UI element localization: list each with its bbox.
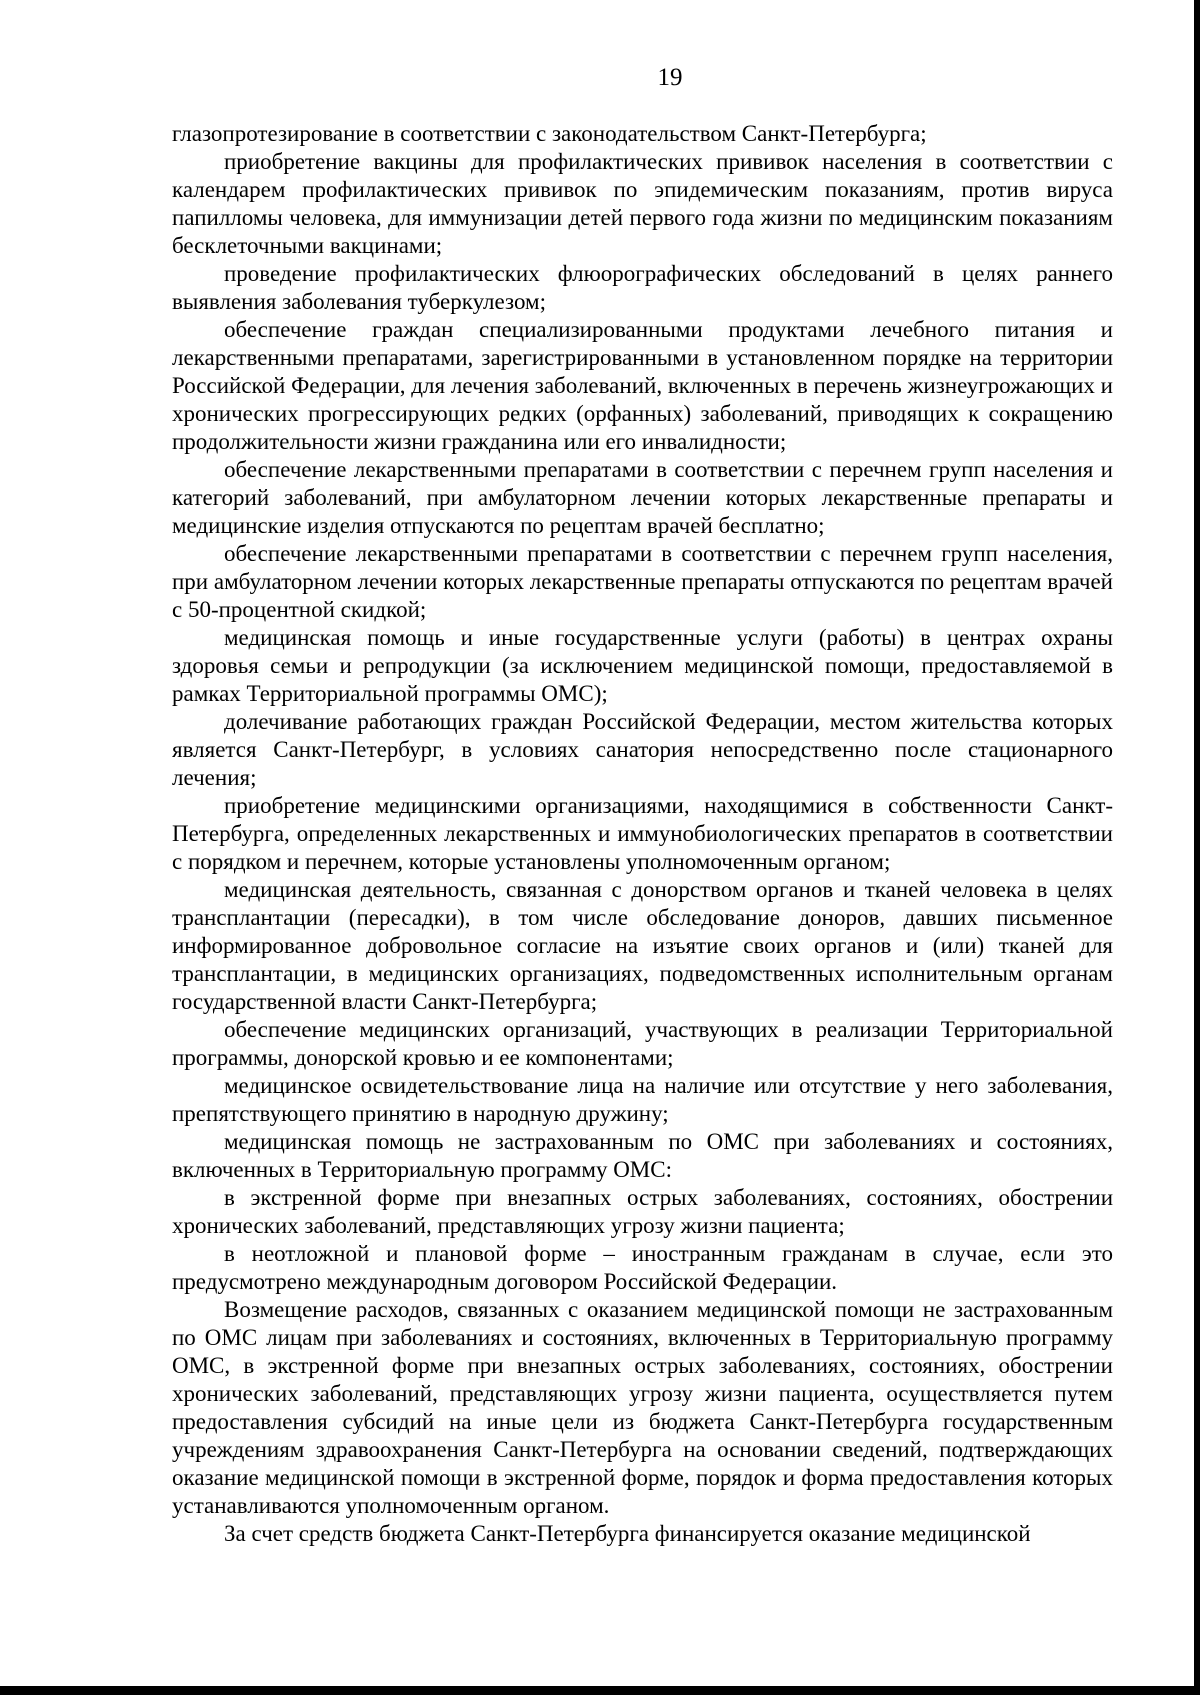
paragraph: Возмещение расходов, связанных с оказанием медицинской помощи не застрахованным по ОМС лицам при заболеваниях и состояниях, включенных в Территориальную программу ОМС, в экстренной форме при внезапных острых заболеваниях, состояниях, обострении хронических заболеваний, представляющих угрозу жизни пациента, осуществляется путем предоставления субсидий на иные цели из бюджета Санкт-Петербурга государственным учреждениям здравоохранения Санкт-Петербурга на основании сведений, подтверждающих оказание медицинской помощи в экстренной форме, порядок и форма предоставления которых устанавливаются уполномоченным органом. [172, 1297, 1113, 1518]
paragraph: проведение профилактических флюорографических обследований в целях раннего выявления заболевания туберкулезом; [172, 261, 1113, 314]
paragraph: долечивание работающих граждан Российской Федерации, местом жительства которых является Санкт-Петербург, в условиях санатория непосредственно после стационарного лечения; [172, 709, 1113, 790]
paragraph: глазопротезирование в соответствии с законодательством Санкт-Петербурга; [172, 121, 927, 146]
paragraph: приобретение медицинскими организациями, находящимися в собственности Санкт-Петербурга, определенных лекарственных и иммунобиологических препаратов в соответствии с порядком и перечнем, которые установлены уполномоченным органом; [172, 793, 1113, 874]
paragraph: приобретение вакцины для профилактических прививок населения в соответствии с календарем профилактических прививок по эпидемическим показаниям, против вируса папилломы человека, для иммунизации детей первого года жизни по медицинским показаниям бесклеточными вакцинами; [172, 149, 1113, 258]
page-number: 19 [657, 64, 683, 91]
scan-border-bottom [0, 1686, 1200, 1695]
scan-border-right [1194, 0, 1200, 1695]
paragraph: в экстренной форме при внезапных острых заболеваниях, состояниях, обострении хронических заболеваний, представляющих угрозу жизни пациента; [172, 1185, 1113, 1238]
paragraph: обеспечение граждан специализированными продуктами лечебного питания и лекарственными препаратами, зарегистрированными в установленном порядке на территории Российской Федерации, для лечения заболеваний, включенных в перечень жизнеугрожающих и хронических прогрессирующих редких (орфанных) заболеваний, приводящих к сокращению продолжительности жизни гражданина или его инвалидности; [172, 317, 1113, 454]
paragraph: медицинская помощь не застрахованным по ОМС при заболеваниях и состояниях, включенных в Территориальную программу ОМС: [172, 1129, 1113, 1182]
paragraph: обеспечение лекарственными препаратами в соответствии с перечнем групп населения и категорий заболеваний, при амбулаторном лечении которых лекарственные препараты и медицинские изделия отпускаются по рецептам врачей бесплатно; [172, 457, 1113, 538]
paragraph: медицинское освидетельствование лица на наличие или отсутствие у него заболевания, препятствующего принятию в народную дружину; [172, 1073, 1113, 1126]
paragraph: обеспечение медицинских организаций, участвующих в реализации Территориальной программы, донорской кровью и ее компонентами; [172, 1017, 1113, 1070]
document-body [172, 120, 1113, 1548]
paragraph: За счет средств бюджета Санкт-Петербурга финансируется оказание медицинской [224, 1521, 1031, 1546]
paragraph: медицинская помощь и иные государственные услуги (работы) в центрах охраны здоровья семьи и репродукции (за исключением медицинской помощи, предоставляемой в рамках Территориальной программы ОМС); [172, 625, 1113, 706]
paragraph: обеспечение лекарственными препаратами в соответствии с перечнем групп населения, при амбулаторном лечении которых лекарственные препараты отпускаются по рецептам врачей с 50-процентной скидкой; [172, 541, 1113, 622]
paragraph: медицинская деятельность, связанная с донорством органов и тканей человека в целях трансплантации (пересадки), в том числе обследование доноров, давших письменное информированное добровольное согласие на изъятие своих органов и (или) тканей для трансплантации, в медицинских организациях, подведомственных исполнительным органам государственной власти Санкт-Петербурга; [172, 877, 1113, 1014]
paragraph: в неотложной и плановой форме – иностранным гражданам в случае, если это предусмотрено международным договором Российской Федерации. [172, 1241, 1113, 1294]
